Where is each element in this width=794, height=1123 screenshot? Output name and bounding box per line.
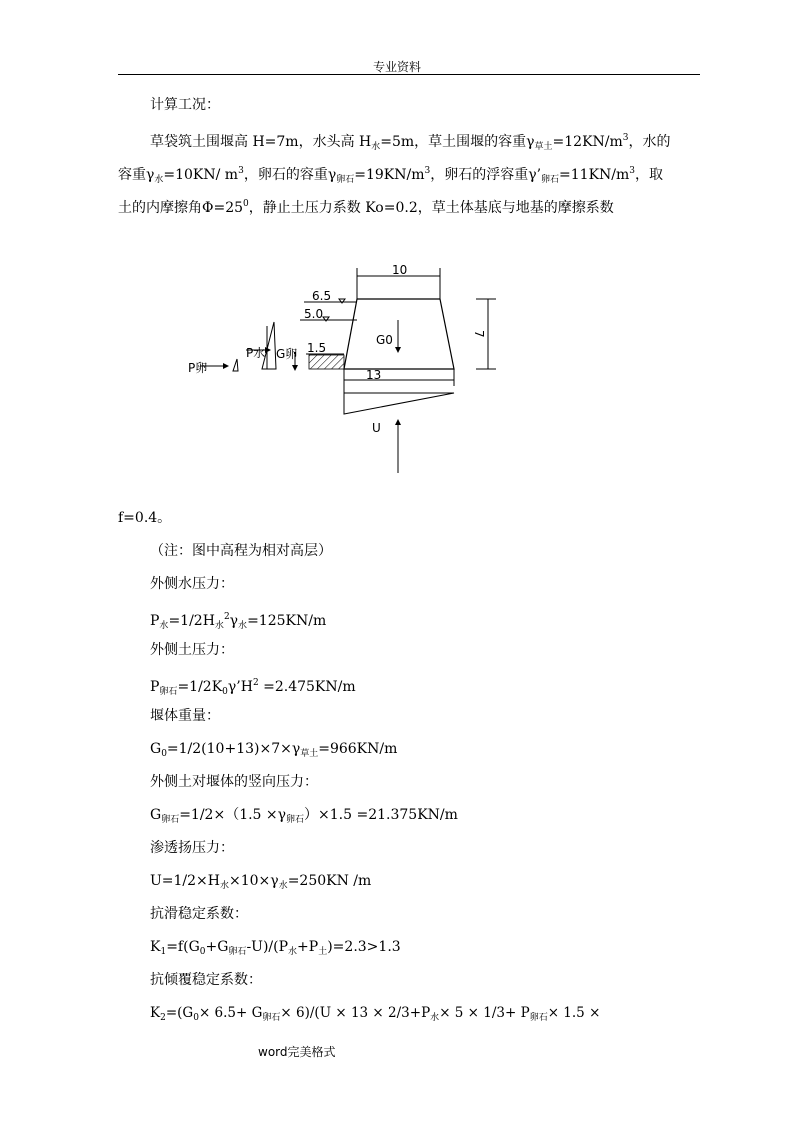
height-label: 7	[472, 330, 486, 338]
elevation-6-5: 6.5	[312, 289, 332, 303]
page-header: 专业资料	[372, 60, 421, 74]
paragraph-line-4: f=0.4。	[118, 510, 172, 526]
eq-dam-weight: $G_0=1/2(10+13)\times 7\times\gamma_{草土}=966KN/m$	[150, 741, 398, 759]
heading-uplift: 渗透扬压力：	[150, 840, 234, 856]
heading-sliding: 抗滑稳定系数：	[150, 906, 248, 922]
eq-uplift: $U=1/2\times H_水\times 10\times\gamma_水=250KN$ /m	[150, 873, 372, 891]
paragraph-line-2: 容重$\gamma_水=10KN/$ $m^3$，卵石的容重$\gamma_{卵石}=19KN/m^3$，卵石的浮容重$\gamma’_{卵石}=11KN/m^3$，取	[118, 166, 664, 185]
page-footer: word完美格式	[258, 1045, 336, 1059]
eq-overturning: $K_2=(G_0\times 6.5+ G_{卵石}\times 6)/(U \times 13 \times 2/3+P_水\times 5 \times 1/3+ P_{卵石}\times 1.5$ ×	[150, 1005, 601, 1023]
soil-pressure-diagram	[233, 359, 238, 371]
p-water-label: P水	[246, 346, 266, 360]
eq-sliding: $K_1=f(G_0+G_{卵石}-U)/(P_水+P_土)=2.3>1.3$	[150, 939, 401, 957]
heading-water-pressure: 外侧水压力：	[150, 576, 234, 592]
elevation-5-0: 5.0	[304, 307, 324, 321]
eq-soil-pressure: $P_{卵石}=1/2K_0\gamma’H^2 =2.475KN/m$	[150, 678, 356, 697]
dam-body	[344, 299, 454, 369]
p-soil-label: P卵	[188, 361, 208, 375]
u-label: U	[372, 421, 381, 435]
heading-dam-weight: 堰体重量：	[150, 708, 220, 724]
g-soil-label: G卵	[276, 347, 298, 361]
paragraph-line-1: 草袋筑土围堰高 H=7m，水头高 $H_水=5m$，草土围堰的容重$\gamma_{草土}=12KN/m^3$，水的	[150, 133, 671, 152]
uplift-pressure-diagram	[344, 393, 454, 414]
heading-overturning: 抗倾覆稳定系数：	[150, 972, 262, 988]
heading-soil-pressure: 外侧土压力：	[150, 642, 234, 658]
elevation-1-5: 1.5	[307, 341, 327, 355]
paragraph-line-3: 土的内摩擦角$\Phi=25^0$，静止土压力系数 Ko=0.2，草土体基底与地基的摩擦系数	[118, 199, 614, 216]
outer-soil-hatch	[309, 355, 344, 369]
g0-label: G0	[376, 333, 393, 347]
note: （注：图中高程为相对高层）	[150, 543, 332, 559]
calc-condition-heading: 计算工况：	[150, 97, 220, 113]
eq-water-pressure: $P_水=1/2H_水^2\gamma_水=125KN/m$	[150, 612, 327, 631]
eq-vertical-pressure: $G_{卵石}=1/2\times(1.5 \times\gamma_{卵石})\times 1.5 =21.375KN/m$	[150, 807, 458, 825]
bottom-width-label: 13	[366, 368, 382, 382]
top-width-label: 10	[392, 263, 408, 277]
heading-vertical-pressure: 外侧土对堰体的竖向压力：	[150, 774, 318, 790]
